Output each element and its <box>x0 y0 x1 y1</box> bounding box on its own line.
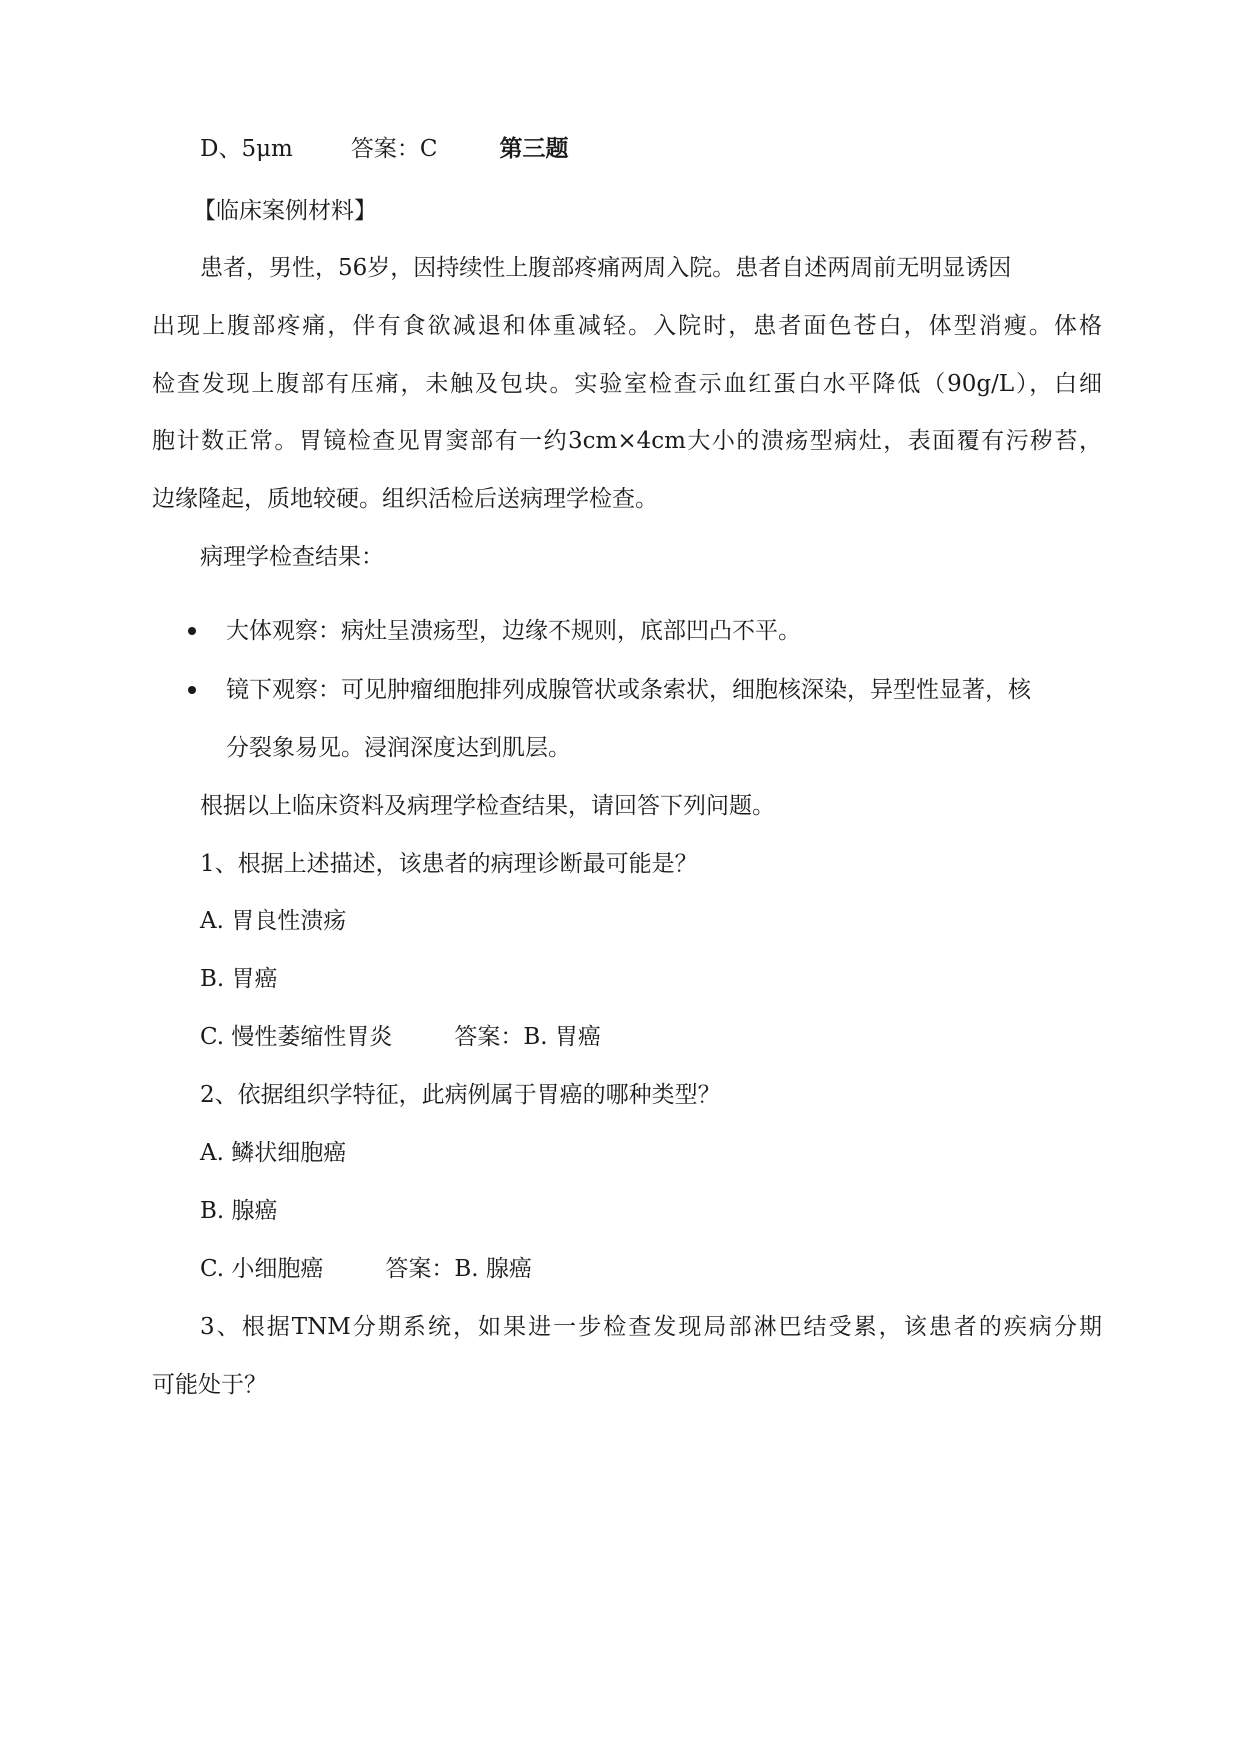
question-option-row <box>200 1022 601 1052</box>
bullet-dot <box>188 686 196 694</box>
question-option-row <box>200 1254 532 1284</box>
question-answer: 答案：B. 腺癌 <box>385 1256 532 1282</box>
pathology-heading: 病理学检查结果： <box>200 544 384 570</box>
question-option: C. 慢性萎缩性胃炎 <box>200 1024 393 1050</box>
question-option: C. 小细胞癌 <box>200 1256 324 1282</box>
case-line: 边缘隆起，质地较硬。组织活检后送病理学检查。 <box>152 486 658 512</box>
question-stem: 3、根据TNM分期系统，如果进一步检查发现局部淋巴结受累，该患者的疾病分期 <box>200 1314 1102 1340</box>
case-line: 检查发现上腹部有压痛，未触及包块。实验室检查示血红蛋白水平降低（90g/L），白细 <box>152 371 1102 397</box>
top-line <box>200 134 568 164</box>
option-d: D、5μm <box>200 136 293 162</box>
question-stem-cont: 可能处于？ <box>152 1372 267 1398</box>
bullet-item-cont: 分裂象易见。浸润深度达到肌层。 <box>226 735 571 761</box>
bullet-item: 镜下观察：可见肿瘤细胞排列成腺管状或条索状，细胞核深染，异型性显著，核 <box>226 677 1031 703</box>
case-line: 出现上腹部疼痛，伴有食欲减退和体重减轻。入院时，患者面色苍白，体型消瘦。体格 <box>152 313 1102 339</box>
case-line: 患者，男性，56岁，因持续性上腹部疼痛两周入院。患者自述两周前无明显诱因 <box>200 255 1012 281</box>
question-option: B. 胃癌 <box>200 966 278 992</box>
bullet-dot <box>188 627 196 635</box>
material-heading: 【临床案例材料】 <box>193 198 377 224</box>
section-title: 第三题 <box>499 135 569 162</box>
case-line: 胞计数正常。胃镜检查见胃窦部有一约3cm×4cm大小的溃疡型病灶，表面覆有污秽苔， <box>152 428 1102 454</box>
question-stem: 1、根据上述描述，该患者的病理诊断最可能是？ <box>200 851 698 877</box>
bullet-item: 大体观察：病灶呈溃疡型，边缘不规则，底部凹凸不平。 <box>226 618 801 644</box>
question-answer: 答案：B. 胃癌 <box>454 1024 601 1050</box>
question-option: A. 鳞状细胞癌 <box>200 1140 347 1166</box>
question-option: B. 腺癌 <box>200 1198 278 1224</box>
instruction: 根据以上临床资料及病理学检查结果，请回答下列问题。 <box>200 793 775 819</box>
answer-text: 答案：C <box>350 136 438 162</box>
question-option: A. 胃良性溃疡 <box>200 908 347 934</box>
question-stem: 2、依据组织学特征，此病例属于胃癌的哪种类型？ <box>200 1082 721 1108</box>
